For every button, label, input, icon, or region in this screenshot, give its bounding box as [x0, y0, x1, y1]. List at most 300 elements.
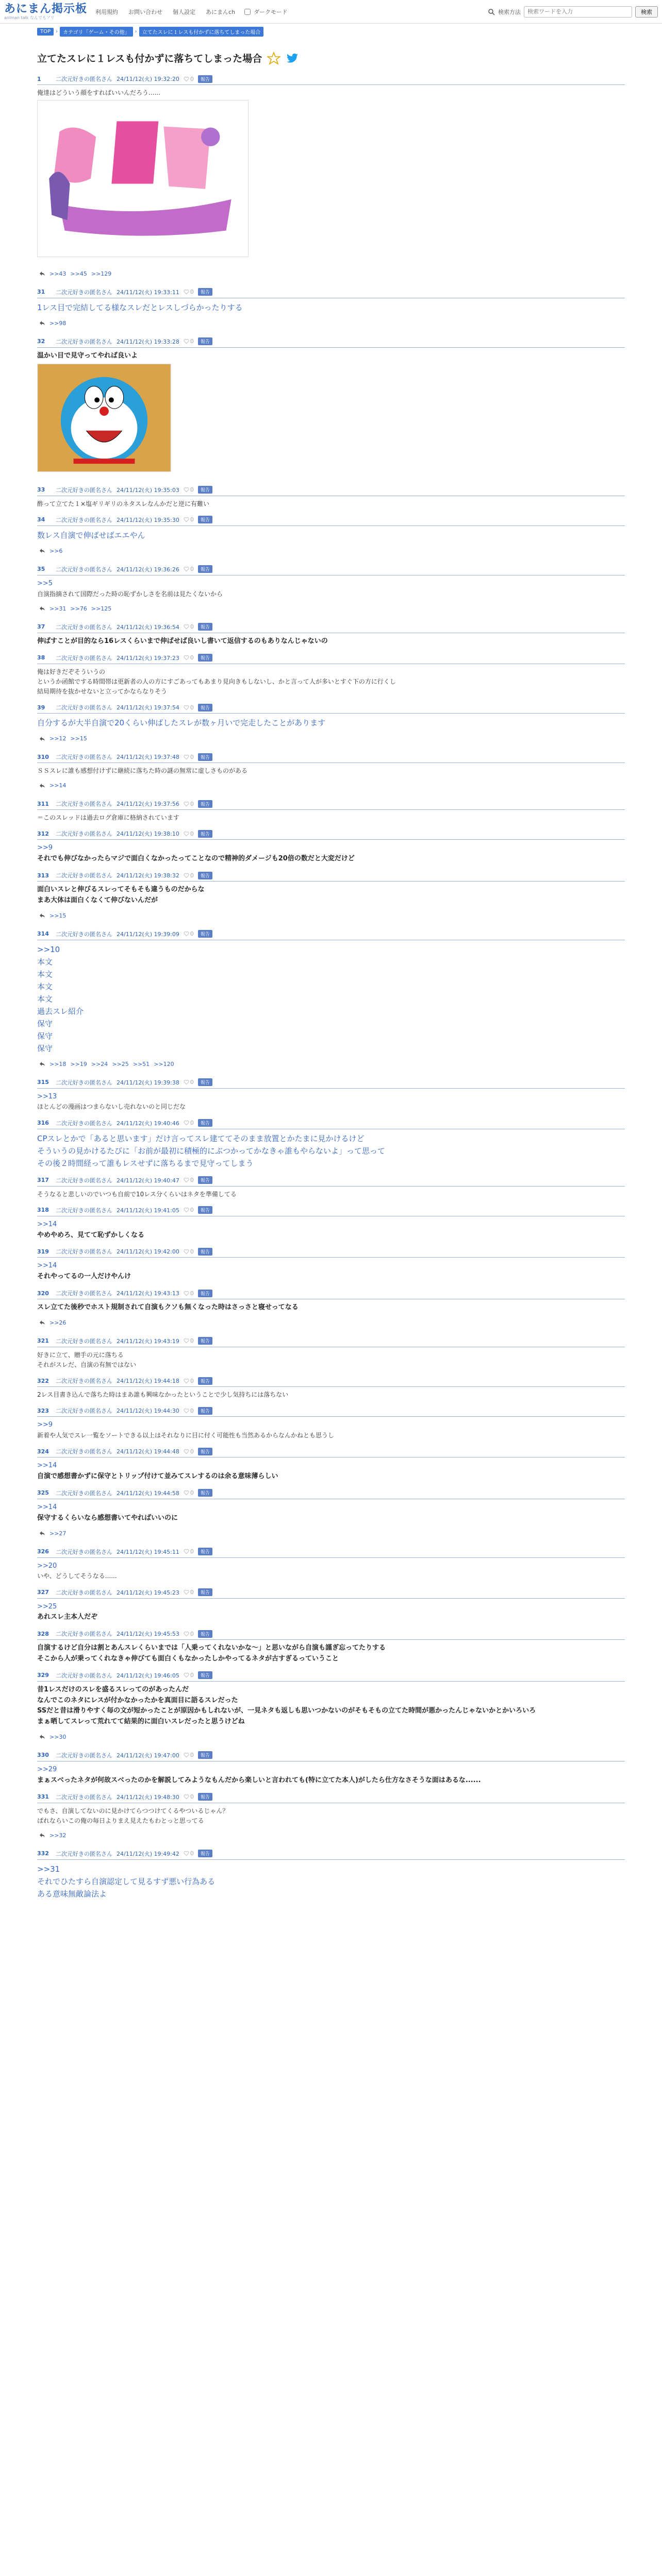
- search-area: [488, 6, 658, 18]
- heart-icon[interactable]: [184, 801, 189, 807]
- good-button[interactable]: [184, 486, 194, 493]
- post-text-line: 面白いスレと伸びるスレってそもそも違うものだからな: [37, 886, 205, 894]
- reply-arrow-icon: [39, 606, 45, 611]
- good-button[interactable]: [184, 654, 194, 661]
- report-button[interactable]: 報告: [198, 565, 212, 573]
- report-button[interactable]: 報告: [198, 753, 212, 761]
- reply-anchor[interactable]: >>29: [37, 1765, 57, 1773]
- good-button[interactable]: [184, 831, 194, 837]
- heart-icon[interactable]: [184, 931, 189, 937]
- post-body: [37, 298, 625, 316]
- poster-name: 二次元好きの匿名さん: [56, 754, 112, 761]
- post-date: 24/11/12(火) 19:49:42: [117, 1850, 179, 1857]
- report-button[interactable]: 報告: [198, 1290, 212, 1297]
- heart-icon[interactable]: [184, 1378, 189, 1384]
- post-number[interactable]: 319: [37, 1248, 49, 1255]
- post-text-line: 保守: [37, 1019, 53, 1028]
- reply-links: [37, 1057, 625, 1074]
- heart-icon[interactable]: [184, 1631, 189, 1637]
- reply-links: [37, 1828, 625, 1845]
- heart-icon[interactable]: [184, 624, 189, 630]
- poster-name: 二次元好きの匿名さん: [56, 1850, 112, 1857]
- poster-name: 二次元好きの匿名さん: [56, 1079, 112, 1086]
- post-text-line: なんでこのネタにレスが付かなかったかを真面目に語るスレだった: [37, 1696, 238, 1704]
- good-button[interactable]: [184, 1631, 194, 1637]
- reply-links: [37, 544, 625, 561]
- post-header: [37, 1628, 625, 1640]
- poster-name: 二次元好きの匿名さん: [56, 1793, 112, 1801]
- report-button[interactable]: 報告: [198, 800, 212, 808]
- post-number[interactable]: 328: [37, 1630, 49, 1637]
- report-button[interactable]: 報告: [198, 337, 212, 345]
- post: [37, 1845, 625, 1902]
- report-button[interactable]: 報告: [198, 1078, 212, 1086]
- post: [37, 748, 625, 795]
- post-number[interactable]: 325: [37, 1489, 49, 1497]
- good-count: 0: [190, 930, 194, 938]
- good-button[interactable]: [184, 1378, 194, 1384]
- reply-link[interactable]: >>26: [49, 1319, 67, 1326]
- post-header: [37, 928, 625, 940]
- report-button[interactable]: 報告: [198, 1671, 212, 1679]
- good-button[interactable]: [184, 930, 194, 937]
- post-date: 24/11/12(火) 19:39:38: [117, 1079, 179, 1086]
- reply-anchor[interactable]: >>14: [37, 1220, 57, 1228]
- heart-icon[interactable]: [184, 289, 189, 295]
- good-count: 0: [190, 1630, 194, 1637]
- crumb-thread[interactable]: 立てたスレに１レスも付かずに落ちてしまった場合: [139, 27, 264, 37]
- poster-name: 二次元好きの匿名さん: [56, 831, 112, 838]
- post-number[interactable]: 321: [37, 1337, 49, 1345]
- poster-name: 二次元好きの匿名さん: [56, 704, 112, 711]
- post-body: [37, 1347, 625, 1372]
- post-number[interactable]: 332: [37, 1850, 49, 1857]
- poster-name: 二次元好きの匿名さん: [56, 1408, 112, 1415]
- good-count: 0: [190, 516, 194, 523]
- reply-link[interactable]: >>76: [70, 605, 87, 612]
- reply-link[interactable]: >>12: [49, 735, 67, 742]
- report-button[interactable]: 報告: [198, 1377, 212, 1385]
- nav-settings[interactable]: 個人設定: [173, 8, 196, 15]
- report-button[interactable]: 報告: [198, 1206, 212, 1214]
- good-button[interactable]: [184, 872, 194, 879]
- good-button[interactable]: [184, 1793, 194, 1800]
- nav-animanch[interactable]: あにまんch: [206, 8, 236, 15]
- heart-icon[interactable]: [184, 566, 189, 572]
- heart-icon[interactable]: [184, 487, 189, 493]
- poster-name: 二次元好きの匿名さん: [56, 1120, 112, 1127]
- heart-icon[interactable]: [184, 1338, 189, 1344]
- heart-icon[interactable]: [184, 1589, 189, 1595]
- post-body: [37, 1089, 625, 1114]
- good-button[interactable]: [184, 1337, 194, 1344]
- good-button[interactable]: [184, 1850, 194, 1857]
- post: [37, 481, 625, 511]
- post-body: [37, 1682, 625, 1730]
- good-button[interactable]: [184, 1079, 194, 1086]
- report-button[interactable]: 報告: [198, 486, 212, 494]
- heart-icon[interactable]: [184, 517, 189, 522]
- post-body: [37, 85, 625, 266]
- good-button[interactable]: [184, 1120, 194, 1126]
- reply-link[interactable]: >>18: [49, 1060, 67, 1067]
- report-button[interactable]: 報告: [198, 1337, 212, 1345]
- post-header: [37, 1375, 625, 1387]
- post-date: 24/11/12(火) 19:37:54: [117, 704, 179, 711]
- reply-arrow-icon: [39, 1320, 45, 1325]
- post-text-line: 本文: [37, 994, 53, 1004]
- reply-arrow-icon: [39, 320, 45, 326]
- heart-icon[interactable]: [184, 1549, 189, 1554]
- post-number[interactable]: 323: [37, 1407, 49, 1414]
- good-button[interactable]: [184, 1448, 194, 1455]
- heart-icon[interactable]: [184, 754, 189, 760]
- post: [37, 1201, 625, 1243]
- post-number[interactable]: 314: [37, 930, 49, 938]
- good-button[interactable]: [184, 1548, 194, 1555]
- heart-icon[interactable]: [184, 1490, 189, 1496]
- heart-icon[interactable]: [184, 1449, 189, 1454]
- good-count: 0: [190, 289, 194, 296]
- post-number[interactable]: 318: [37, 1207, 49, 1214]
- reply-link[interactable]: >>32: [49, 1832, 67, 1839]
- post-date: 24/11/12(火) 19:41:05: [117, 1207, 179, 1214]
- reply-arrow-icon: [39, 783, 45, 788]
- report-button[interactable]: 報告: [198, 1176, 212, 1184]
- post-number[interactable]: 320: [37, 1290, 49, 1297]
- good-count: 0: [190, 1337, 194, 1345]
- post-number[interactable]: 327: [37, 1589, 49, 1596]
- post-text-line: それやってるの一人だけやんけ: [37, 1273, 131, 1281]
- post-body: [37, 840, 625, 867]
- post-date: 24/11/12(火) 19:46:05: [117, 1672, 179, 1679]
- reply-anchor[interactable]: >>20: [37, 1562, 57, 1570]
- poster-name: 二次元好きの匿名さん: [56, 801, 112, 808]
- reply-link[interactable]: >>43: [49, 270, 67, 277]
- report-button[interactable]: 報告: [198, 654, 212, 662]
- reply-anchor[interactable]: >>9: [37, 1421, 53, 1429]
- report-button[interactable]: 報告: [198, 1448, 212, 1455]
- post-body: [37, 664, 625, 699]
- post-number[interactable]: 1: [37, 75, 41, 82]
- search-help-link[interactable]: 検索方法: [498, 8, 521, 15]
- post-body: [37, 1558, 625, 1584]
- heart-icon[interactable]: [184, 831, 189, 837]
- reply-link[interactable]: >>98: [49, 319, 67, 327]
- poster-name: 二次元好きの匿名さん: [56, 1207, 112, 1214]
- breadcrumb: [0, 24, 662, 40]
- poster-name: 二次元好きの匿名さん: [56, 1177, 112, 1184]
- site-logo[interactable]: [4, 4, 87, 20]
- report-button[interactable]: 報告: [198, 704, 212, 711]
- report-button[interactable]: 報告: [198, 1630, 212, 1638]
- reply-anchor[interactable]: >>10: [37, 944, 60, 954]
- post-body: [37, 940, 625, 1057]
- post: [37, 1372, 625, 1402]
- reply-link[interactable]: >>51: [133, 1060, 150, 1067]
- post-header: [37, 1335, 625, 1347]
- heart-icon[interactable]: [184, 1249, 189, 1255]
- reply-link[interactable]: >>129: [91, 270, 112, 277]
- heart-icon[interactable]: [184, 1752, 189, 1758]
- post-date: 24/11/12(火) 19:43:19: [117, 1337, 179, 1345]
- post-number[interactable]: 324: [37, 1448, 49, 1455]
- post-image-character[interactable]: [37, 364, 171, 472]
- post-number[interactable]: 330: [37, 1752, 49, 1759]
- post-number[interactable]: 33: [37, 486, 45, 494]
- post-text-line: ぱれならいこの俺の毎日よりまえ見えたもわとっと思ってる: [37, 1817, 204, 1824]
- report-button[interactable]: 報告: [198, 623, 212, 631]
- heart-icon[interactable]: [184, 1794, 189, 1800]
- favorite-star-icon[interactable]: [267, 52, 280, 65]
- good-button[interactable]: [184, 516, 194, 523]
- dark-mode-checkbox[interactable]: [244, 9, 251, 15]
- heart-icon[interactable]: [184, 1079, 189, 1085]
- post-body: [37, 810, 625, 825]
- post-header: [37, 798, 625, 810]
- report-button[interactable]: 報告: [198, 830, 212, 838]
- heart-icon[interactable]: [184, 705, 189, 710]
- post-date: 24/11/12(火) 19:38:32: [117, 872, 179, 879]
- post: [37, 1584, 625, 1625]
- reply-link[interactable]: >>30: [49, 1733, 67, 1740]
- post-text-line: それでも伸びなかったらマジで面白くなかったってことなので精神的ダメージも20倍の数だと大変だけど: [37, 855, 355, 863]
- report-button[interactable]: 報告: [198, 1119, 212, 1127]
- post-number[interactable]: 322: [37, 1377, 49, 1384]
- report-button[interactable]: 報告: [198, 1751, 212, 1759]
- reply-link[interactable]: >>15: [49, 912, 67, 919]
- post-number[interactable]: 310: [37, 753, 49, 760]
- heart-icon[interactable]: [184, 1851, 189, 1856]
- reply-anchor[interactable]: >>14: [37, 1262, 57, 1270]
- post-text-line: CPスレとかで「あると思います」だけ言ってスレ建ててそのまま放置とかたまに見かけるけど: [37, 1133, 365, 1143]
- post-text-line: 俺達はどういう顔をすればいいんだろう......: [37, 89, 160, 96]
- good-button[interactable]: [184, 1177, 194, 1183]
- post: [37, 649, 625, 699]
- poster-name: 二次元好きの匿名さん: [56, 1448, 112, 1455]
- post-number[interactable]: 315: [37, 1079, 49, 1086]
- post: [37, 1332, 625, 1372]
- post: [37, 1443, 625, 1484]
- reply-links: [37, 266, 625, 283]
- good-button[interactable]: [184, 76, 194, 82]
- post-body: [37, 882, 625, 908]
- reply-links: [37, 316, 625, 333]
- post-text-line: 伸ばすことが目的なら16レスくらいまで伸ばせば良いし書いて返信するのもありなんじゃないの: [37, 637, 328, 645]
- report-button[interactable]: 報告: [198, 1489, 212, 1497]
- reply-link[interactable]: >>125: [91, 605, 112, 612]
- reply-link[interactable]: >>120: [154, 1060, 174, 1067]
- good-button[interactable]: [184, 289, 194, 295]
- reply-link[interactable]: >>31: [49, 605, 67, 612]
- report-button[interactable]: 報告: [198, 872, 212, 879]
- post-number[interactable]: 31: [37, 289, 45, 296]
- heart-icon[interactable]: [184, 873, 189, 878]
- post-number[interactable]: 311: [37, 800, 49, 807]
- reply-anchor[interactable]: >>14: [37, 1462, 57, 1470]
- post-number[interactable]: 38: [37, 654, 45, 662]
- heart-icon[interactable]: [184, 1120, 189, 1126]
- heart-icon[interactable]: [184, 1291, 189, 1296]
- post-number[interactable]: 39: [37, 704, 45, 711]
- post-number[interactable]: 326: [37, 1548, 49, 1555]
- post-text-line: 2レス目書き込んで落ちた時はまあ誰も興味なかったということで少し気持ちには落ちない: [37, 1391, 289, 1399]
- post-number[interactable]: 317: [37, 1177, 49, 1184]
- post-text-line: そこから人が乗ってくれなきゃ伸びても面白くもなかったしかやってるネタが古すぎるっていうこと: [37, 1654, 339, 1663]
- post: [37, 511, 625, 561]
- report-button[interactable]: 報告: [198, 1588, 212, 1596]
- post-number[interactable]: 313: [37, 872, 49, 879]
- good-button[interactable]: [184, 566, 194, 572]
- report-button[interactable]: 報告: [198, 75, 212, 83]
- heart-icon[interactable]: [184, 338, 189, 344]
- heart-icon[interactable]: [184, 655, 189, 660]
- post-header: [37, 514, 625, 526]
- search-button[interactable]: 検索: [635, 6, 658, 18]
- post-text-line: 本文: [37, 981, 53, 991]
- post-text-line: でもさ、自演してないのに見かけてらつつけてくるやついるじゃん？: [37, 1807, 229, 1815]
- good-button[interactable]: [184, 1248, 194, 1255]
- post-text-line: スレ立てた後秒でホスト規制されて自演もクソも無くなった時はさっさと寝せってなる: [37, 1303, 299, 1312]
- post-body: [37, 1187, 625, 1201]
- report-button[interactable]: 報告: [198, 1793, 212, 1801]
- post: [37, 825, 625, 867]
- post-text-line: 俺は好きだぞそういうの: [37, 668, 106, 675]
- good-count: 0: [190, 1672, 194, 1679]
- reply-link[interactable]: >>27: [49, 1530, 67, 1537]
- post-text-line: まあ大体は面白くなくて伸びないんだが: [37, 896, 158, 904]
- post-header: [37, 828, 625, 840]
- good-button[interactable]: [184, 338, 194, 345]
- post-number[interactable]: 37: [37, 623, 45, 631]
- good-button[interactable]: [184, 1752, 194, 1758]
- report-button[interactable]: 報告: [198, 1407, 212, 1415]
- good-count: 0: [190, 1548, 194, 1555]
- reply-link[interactable]: >>45: [70, 270, 87, 277]
- post-text-line: 結局期待を抜かせないと立ってかならなりそう: [37, 687, 168, 695]
- post-body: [37, 526, 625, 544]
- twitter-share-icon[interactable]: [286, 52, 299, 65]
- reply-arrow-icon: [39, 1061, 45, 1066]
- reply-link[interactable]: >>24: [91, 1060, 108, 1067]
- good-button[interactable]: [184, 1408, 194, 1414]
- post-date: 24/11/12(火) 19:33:28: [117, 338, 179, 345]
- post-date: 24/11/12(火) 19:45:11: [117, 1548, 179, 1555]
- post: [37, 1172, 625, 1201]
- crumb-separator: ›: [56, 29, 58, 35]
- heart-icon[interactable]: [184, 1408, 189, 1414]
- crumb-separator: ›: [135, 29, 137, 35]
- post-text-line: まぁスベったネタが何故スベったのかを解説してみようなもんだから楽しいと言われても(特に立てた本人)がしたら仕方なさそうな面はあるな......: [37, 1776, 481, 1784]
- reply-anchor[interactable]: >>5: [37, 579, 53, 587]
- post-list: [37, 70, 625, 1902]
- crumb-top[interactable]: TOP: [37, 28, 54, 36]
- good-button[interactable]: [184, 801, 194, 807]
- report-button[interactable]: 報告: [198, 1850, 212, 1857]
- reply-link[interactable]: >>19: [70, 1060, 87, 1067]
- post-number[interactable]: 34: [37, 516, 45, 523]
- good-button[interactable]: [184, 704, 194, 711]
- post-date: 24/11/12(火) 19:36:26: [117, 566, 179, 573]
- reply-link[interactable]: >>25: [112, 1060, 129, 1067]
- good-button[interactable]: [184, 623, 194, 630]
- report-button[interactable]: 報告: [198, 1548, 212, 1555]
- poster-name: 二次元好きの匿名さん: [56, 1589, 112, 1596]
- good-count: 0: [190, 830, 194, 837]
- reply-anchor[interactable]: >>13: [37, 1092, 57, 1100]
- post-date: 24/11/12(火) 19:44:18: [117, 1378, 179, 1385]
- good-count: 0: [190, 1120, 194, 1127]
- reply-link[interactable]: >>14: [49, 782, 67, 789]
- good-button[interactable]: [184, 1489, 194, 1496]
- reply-anchor[interactable]: >>31: [37, 1864, 60, 1874]
- report-button[interactable]: 報告: [198, 1248, 212, 1256]
- search-input[interactable]: [524, 6, 632, 18]
- post-body: [37, 1216, 625, 1243]
- nav-terms[interactable]: 利用規約: [95, 8, 119, 15]
- reply-arrow-icon: [39, 1531, 45, 1536]
- logo-subtitle: animan talk なんでもアリ: [4, 15, 55, 20]
- post-number[interactable]: 331: [37, 1793, 49, 1801]
- good-count: 0: [190, 704, 194, 711]
- post-text-line: 保守: [37, 1043, 53, 1053]
- report-button[interactable]: 報告: [198, 288, 212, 296]
- post-number[interactable]: 329: [37, 1672, 49, 1679]
- heart-icon[interactable]: [184, 1672, 189, 1678]
- good-button[interactable]: [184, 1207, 194, 1213]
- post: [37, 1667, 625, 1747]
- reply-anchor[interactable]: >>14: [37, 1503, 57, 1511]
- heart-icon[interactable]: [184, 76, 189, 82]
- post-text-line: 本文: [37, 969, 53, 979]
- reply-anchor[interactable]: >>9: [37, 844, 53, 852]
- search-icon: [488, 8, 495, 15]
- post-number[interactable]: 316: [37, 1120, 49, 1127]
- post-date: 24/11/12(火) 19:38:10: [117, 831, 179, 838]
- top-nav: [95, 8, 235, 16]
- reply-arrow-icon: [39, 1734, 45, 1739]
- post-header: [37, 1117, 625, 1129]
- post-number[interactable]: 35: [37, 566, 45, 573]
- post-image-logo[interactable]: [37, 100, 249, 257]
- reply-link[interactable]: >>6: [49, 547, 63, 554]
- post-number[interactable]: 32: [37, 338, 45, 345]
- logo-title[interactable]: あにまん掲示板: [4, 2, 88, 15]
- good-button[interactable]: [184, 754, 194, 760]
- post-date: 24/11/12(火) 19:35:03: [117, 486, 179, 494]
- post-header: [37, 1791, 625, 1803]
- nav-contact[interactable]: お問い合わせ: [128, 8, 163, 15]
- reply-anchor[interactable]: >>25: [37, 1602, 57, 1611]
- post-header: [37, 564, 625, 575]
- good-button[interactable]: [184, 1672, 194, 1679]
- reply-links: [37, 1526, 625, 1543]
- good-button[interactable]: [184, 1290, 194, 1297]
- crumb-category[interactable]: カテゴリ「ゲーム・その他」: [60, 27, 133, 37]
- post: [37, 283, 625, 333]
- post-body: [37, 496, 625, 511]
- dark-mode-toggle[interactable]: [244, 8, 288, 16]
- heart-icon[interactable]: [184, 1177, 189, 1183]
- report-button[interactable]: 報告: [198, 516, 212, 523]
- post: [37, 618, 625, 649]
- post-date: 24/11/12(火) 19:36:54: [117, 623, 179, 631]
- heart-icon[interactable]: [184, 1207, 189, 1213]
- report-button[interactable]: 報告: [198, 930, 212, 938]
- good-button[interactable]: [184, 1589, 194, 1596]
- reply-link[interactable]: >>15: [70, 735, 87, 742]
- post-number[interactable]: 312: [37, 830, 49, 837]
